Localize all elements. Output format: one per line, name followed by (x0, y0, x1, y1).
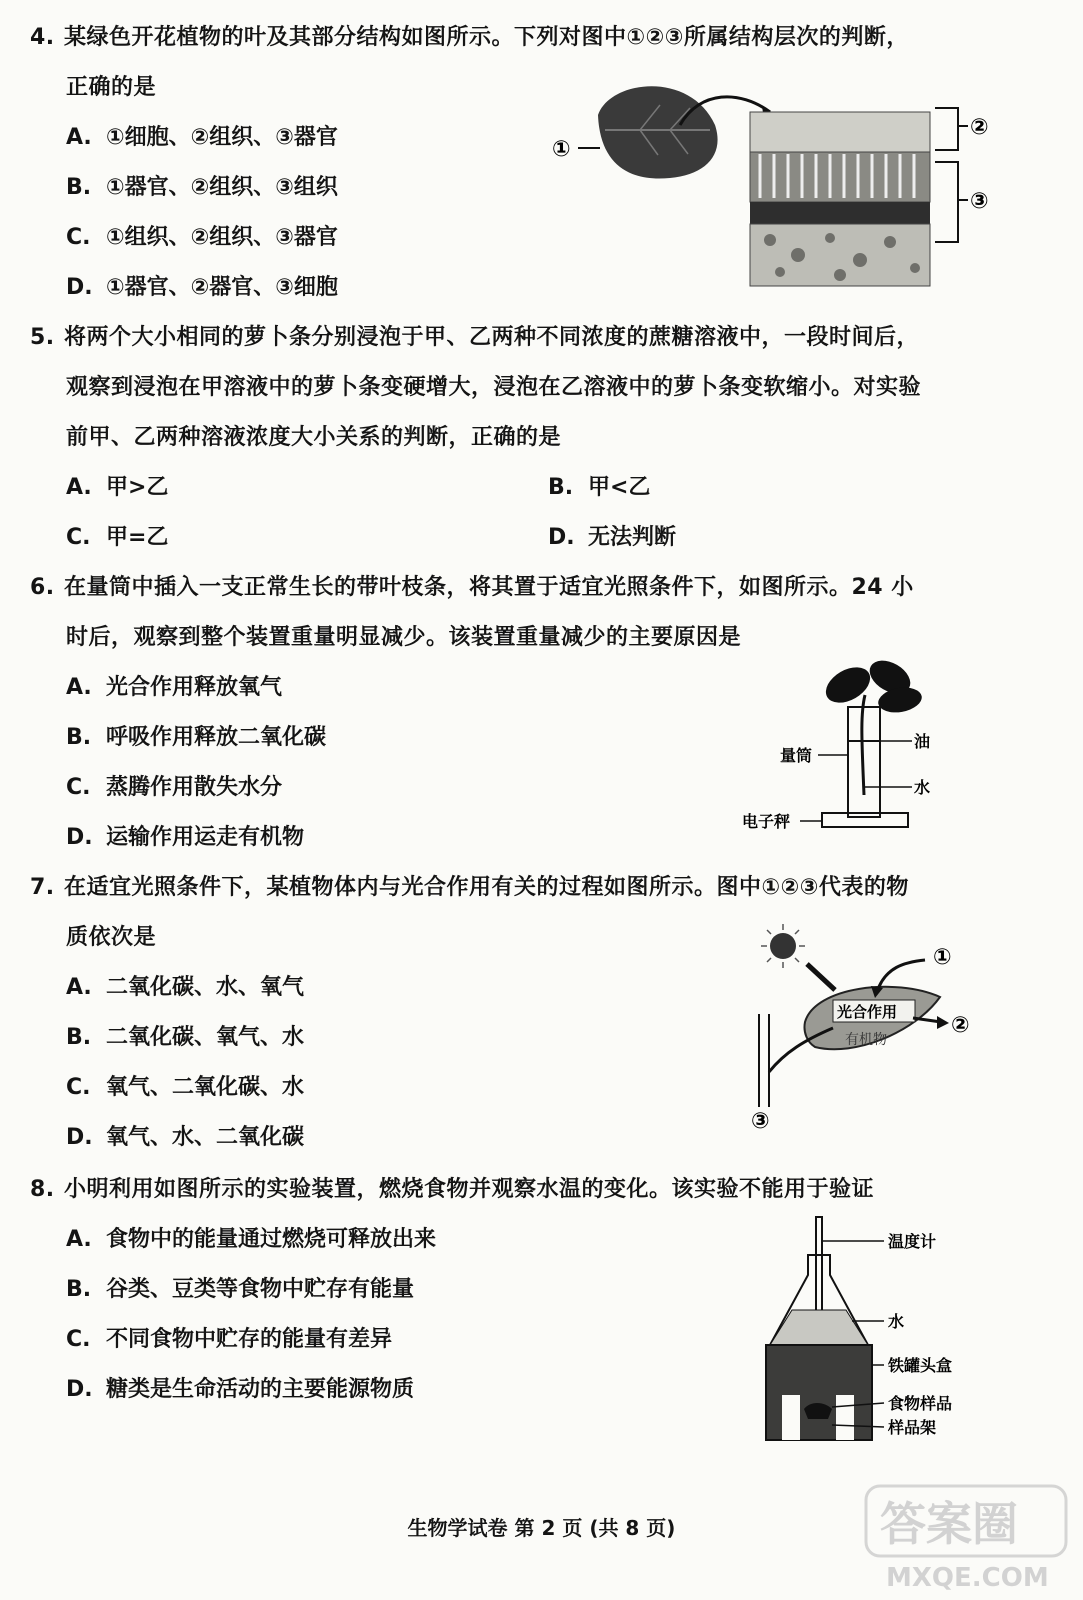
option-a: A. 光合作用释放氧气 (66, 675, 283, 700)
question-number: 7. (30, 875, 55, 900)
option-c: C. 不同食物中贮存的能量有差异 (66, 1327, 393, 1352)
option-b: B. ①器官、②组织、③组织 (66, 175, 338, 200)
option-d: D. 运输作用运走有机物 (66, 825, 305, 850)
sun-icon (761, 924, 805, 968)
label-scale: 电子秤 (742, 812, 791, 831)
label-photosynthesis: 光合作用 (837, 1003, 898, 1021)
leaf-shape (598, 86, 718, 178)
option-c: C. ①组织、②组织、③器官 (66, 225, 338, 250)
label-organic: 有机物 (845, 1032, 887, 1048)
option-d: D. 无法判断 (548, 525, 677, 550)
stem-line: 将两个大小相同的萝卜条分别浸泡于甲、乙两种不同浓度的蔗糖溶液中，一段时间后， (64, 325, 920, 350)
option-b: B. 甲<乙 (548, 475, 651, 500)
question-6-stem (30, 570, 914, 601)
svg-text:MXQE.COM: MXQE.COM (886, 1563, 1049, 1593)
stem-line: 小明利用如图所示的实验装置，燃烧食物并观察水温的变化。该实验不能用于验证 (64, 1177, 875, 1202)
option-d: D. 糖类是生命活动的主要能源物质 (66, 1377, 415, 1402)
label-food-sample: 食物样品 (888, 1394, 953, 1413)
question-7-stem (30, 870, 909, 901)
option-d: D. ①器官、②器官、③细胞 (66, 275, 338, 300)
graduated-cylinder-figure (740, 655, 960, 840)
tissue-block (750, 112, 930, 286)
stem-line: 质依次是 (66, 925, 157, 950)
label-water: 水 (888, 1312, 905, 1331)
option-a: A. 二氧化碳、水、氧气 (66, 975, 305, 1000)
label-3: ③ (751, 1109, 770, 1132)
option-c: C. 蒸腾作用散失水分 (66, 775, 283, 800)
food-burning-apparatus-figure (760, 1215, 1000, 1450)
option-b: B. 二氧化碳、氧气、水 (66, 1025, 305, 1050)
option-c: C. 氧气、二氧化碳、水 (66, 1075, 305, 1100)
stem-line: 时后，观察到整个装置重量明显减少。该装置重量减少的主要原因是 (66, 625, 742, 650)
question-number: 6. (30, 575, 55, 600)
svg-text:答案圈: 答案圈 (880, 1497, 1018, 1551)
stem-line: 在量筒中插入一支正常生长的带叶枝条，将其置于适宜光照条件下，如图所示。24 小 (64, 575, 914, 600)
option-a: A. ①细胞、②组织、③器官 (66, 125, 338, 150)
stem-line: 前甲、乙两种溶液浓度大小关系的判断，正确的是 (66, 425, 562, 450)
watermark-logo (846, 1478, 1076, 1598)
label-thermometer: 温度计 (888, 1232, 937, 1251)
page-footer: 生物学试卷 第 2 页 (共 8 页) (407, 1516, 676, 1540)
stem-line: 某绿色开花植物的叶及其部分结构如图所示。下列对图中①②③所属结构层次的判断， (64, 25, 909, 50)
stem-line: 观察到浸泡在甲溶液中的萝卜条变硬增大，浸泡在乙溶液中的萝卜条变软缩小。对实验 (66, 375, 922, 400)
label-1: ① (552, 137, 571, 162)
question-5-stem (30, 320, 919, 351)
label-sample-stand: 样品架 (888, 1418, 937, 1437)
option-a: A. 甲>乙 (66, 475, 169, 500)
label-1: ① (933, 945, 952, 970)
question-number: 4. (30, 25, 55, 50)
option-c: C. 甲=乙 (66, 525, 169, 550)
stem-line: 正确的是 (66, 75, 157, 100)
question-number: 5. (30, 325, 55, 350)
question-4-stem (30, 20, 909, 51)
option-b: B. 谷类、豆类等食物中贮存有能量 (66, 1277, 415, 1302)
label-water: 水 (914, 778, 931, 797)
leaf-structure-figure (540, 70, 1010, 300)
option-a: A. 食物中的能量通过燃烧可释放出来 (66, 1227, 437, 1252)
label-oil: 油 (914, 732, 931, 751)
question-8-stem (30, 1172, 874, 1203)
question-number: 8. (30, 1177, 55, 1202)
label-can: 铁罐头盒 (888, 1356, 953, 1375)
stem-line: 在适宜光照条件下，某植物体内与光合作用有关的过程如图所示。图中①②③代表的物 (64, 875, 909, 900)
option-b: B. 呼吸作用释放二氧化碳 (66, 725, 327, 750)
label-2: ② (970, 115, 989, 140)
photosynthesis-figure (745, 922, 985, 1132)
label-2: ② (951, 1013, 970, 1038)
option-d: D. 氧气、水、二氧化碳 (66, 1125, 305, 1150)
label-cylinder: 量筒 (780, 746, 813, 765)
label-3: ③ (970, 189, 989, 214)
